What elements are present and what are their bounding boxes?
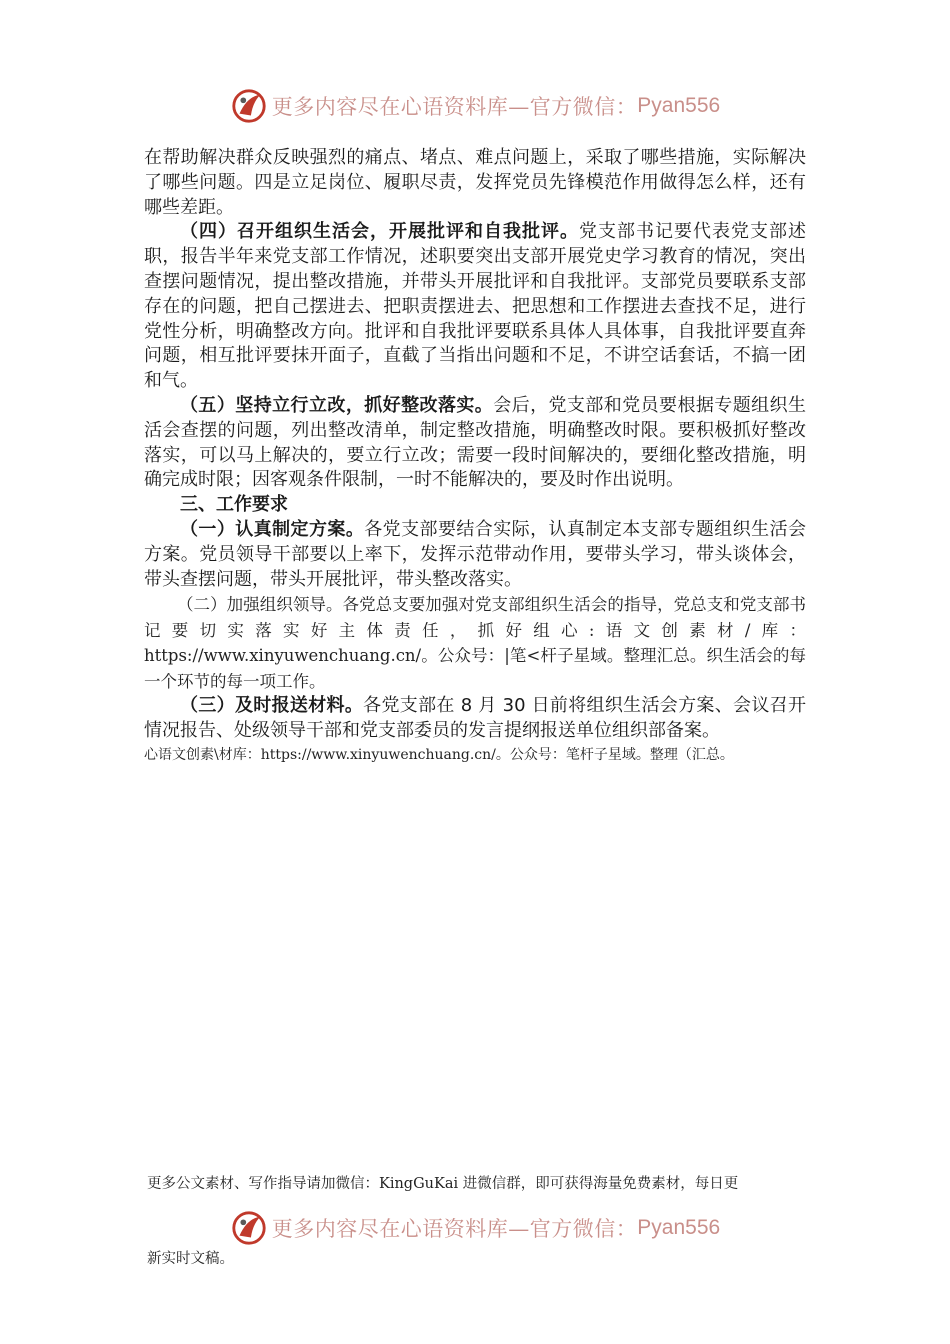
paragraph-4 [144,518,806,592]
paragraph-2-title: （四）召开组织生活会，开展批评和自我批评。 [180,221,579,243]
footer-line-2: 新实时文稿。 [147,1251,234,1267]
banner-text: 更多内容尽在心语资料库—官方微信： [271,95,638,119]
paragraph-4-title: （一）认真制定方案。 [180,518,365,540]
paragraph-1: 在帮助解决群众反映强烈的痛点、堵点、难点问题上，采取了哪些措施，实际解决了哪些问题。四是立足岗位、履职尽责，发挥党员先锋模范作用做得怎么样，还有哪些差距。 [144,147,806,218]
banner-wechat-id: Pyan556 [637,94,721,117]
footer-banner [0,1207,950,1249]
paragraph-5: （二）加强组织领导。各党总支要加强对党支部组织生活会的指导，党总支和党支部书记要切实落实好主体责任，抓好组心:语文创素材/库：https://www.xinyuwenchuang.cn/。公众号：|笔<杆子星域。整理汇总。织生活会的每一个环节的每一项工作。 [144,595,806,691]
paragraph-4-body: 各党支部要结合实际，认真制定本支部专题组织生活会方案。党员领导干部要以上率下，发挥示范带动作用，要带头学习，带头谈体会，带头查摆问题，带头开展批评，带头整改落实。 [144,518,807,590]
paragraph-6-title: （三）及时报送材料。 [180,695,364,717]
paragraph-3-body: 会后，党支部和党员要根据专题组织生活会查摆的问题，列出整改清单，制定整改措施，明确整改时限。要积极抓好整改落实，可以马上解决的，要立行立改；需要一段时间解决的，要细化整改措施，明确完成时限；因客观条件限制，一时不能解决的，要及时作出说明。 [144,394,807,491]
paragraph-2 [144,220,806,394]
paragraph-3 [144,394,806,493]
paragraph-3-title: （五）坚持立行立改，抓好整改落实。 [180,394,494,416]
document-body [144,146,806,766]
banner-text: 更多内容尽在心语资料库—官方微信： [271,1217,638,1241]
paragraph-6-body: 各党支部在 8 月 30 日前将组织生活会方案、会议召开情况报告、处级领导干部和党支部委员的发言提纲报送单位组织部备案。 [144,695,807,742]
footer-line-1: 更多公文素材、写作指导请加微信：KingGuKai 进微信群，即可获得海量免费素材，每日更 [147,1176,739,1192]
header-banner [0,85,950,127]
paragraph-2-body: 党支部书记要代表党支部述职，报告半年来党支部工作情况，述职要突出支部开展党史学习教育的情况，突出查摆问题情况，提出整改措施，并带头开展批评和自我批评。支部党员要联系支部存在的问题，把自己摆进去、把职责摆进去、把思想和工作摆进去查找不足，进行党性分析，明确整改方向。批评和自我批评要联系具体人具体事，自我批评要直奔问题，相互批评要抹开面子，直截了当指出问题和不足，不讲空话套话，不搞一团和气。 [144,221,806,392]
paragraph-7-source-note: 心语文创素\材库：https://www.xinyuwenchuang.cn/。公众号：笔杆子星域。整理（汇总。 [144,746,734,763]
brand-logo-icon [230,1209,268,1247]
section-heading-3: 三、工作要求 [180,494,288,516]
paragraph-6 [144,694,806,744]
banner-wechat-id: Pyan556 [637,1216,721,1239]
brand-logo-icon [230,87,268,125]
